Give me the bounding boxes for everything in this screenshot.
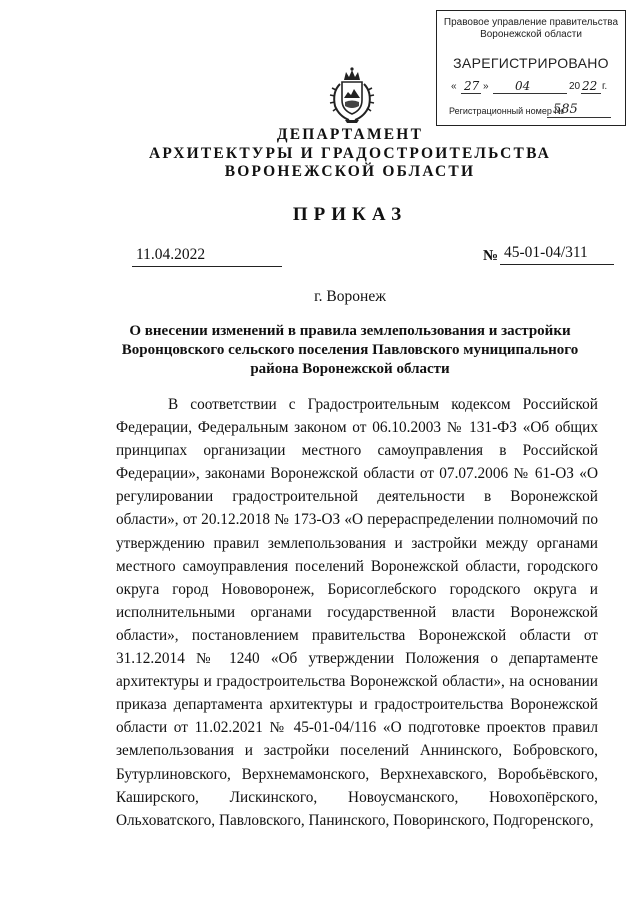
department-line3: ВОРОНЕЖСКОЙ ОБЛАСТИ (224, 163, 476, 180)
stamp-reg-label: Регистрационный номер № (449, 106, 565, 116)
stamp-year-suffix: 22 (582, 79, 598, 93)
order-subject: О внесении изменений в правила землепользования и застройки Воронцовского сельского поселения Павловского муниципального района Воронежской области (121, 323, 579, 377)
stamp-date-day: 27 (464, 79, 480, 93)
stamp-quote-close: » (483, 81, 489, 92)
coat-of-arms-icon (327, 66, 377, 124)
stamp-organization (437, 17, 625, 41)
stamp-date-month: 04 (515, 79, 531, 93)
stamp-reg-number: 585 (553, 102, 578, 117)
order-number-label: № (483, 248, 499, 264)
stamp-year-prefix: 20 (569, 81, 581, 92)
department-line1: ДЕПАРТАМЕНТ (276, 126, 424, 143)
order-city: г. Воронеж (314, 288, 386, 305)
stamp-date: « 27 » 04 20 22 г. (451, 79, 608, 93)
department-header (0, 126, 640, 182)
order-body: В соответствии с Градостроительным кодексом Российской Федерации, Федеральным законом от 06.10.2003 № 131-ФЗ «Об общих принципах организации местного самоуправления в Российской Федерации», законами Воронежской области от 07.07.2006 № 61-ОЗ «О регулировании градостроительной деятельности в Воронежской области», от 20.12.2018 № 173-ОЗ «О перераспределении полномочий по утверждению правил землепользования и застройки между органами местного самоуправления поселений Воронежской области, городского округа город Нововоронеж, Борисоглебского городского округа и исполнительными органами государственной власти Воронежской области», постановлением правительства Воронежской области от 31.12.2014 № 1240 «Об утверждении Положения о департаменте архитектуры и градостроительства Воронежской области», на основании приказа департамента архитектуры и градостроительства Воронежской области от 11.02.2021 № 45-01-04/116 «О подготовке проектов правил землепользования и застройки поселений Аннинского, Бобровского, Бутурлиновского, Верхнемамонского, Верхнехавского, Воробьёвского, Каширского, Лискинского, Новоусманского, Новохопёрского, Ольховатского, Павловского, Панинского, Поворинского, Подгоренского, (116, 396, 598, 829)
order-date: 11.04.2022 (132, 246, 282, 267)
document-title: ПРИКАЗ (292, 204, 408, 225)
order-number: 45-01-04/311 (500, 244, 614, 265)
department-line2: АРХИТЕКТУРЫ И ГРАДОСТРОИТЕЛЬСТВА (148, 144, 552, 162)
stamp-org-line1: Правовое управление правительства (443, 17, 619, 28)
stamp-title: ЗАРЕГИСТРИРОВАНО (453, 55, 609, 71)
stamp-org-line2: Воронежской области (480, 29, 582, 40)
stamp-registration (449, 102, 619, 117)
stamp-quote-open: « (451, 81, 457, 92)
registration-stamp (436, 10, 626, 126)
